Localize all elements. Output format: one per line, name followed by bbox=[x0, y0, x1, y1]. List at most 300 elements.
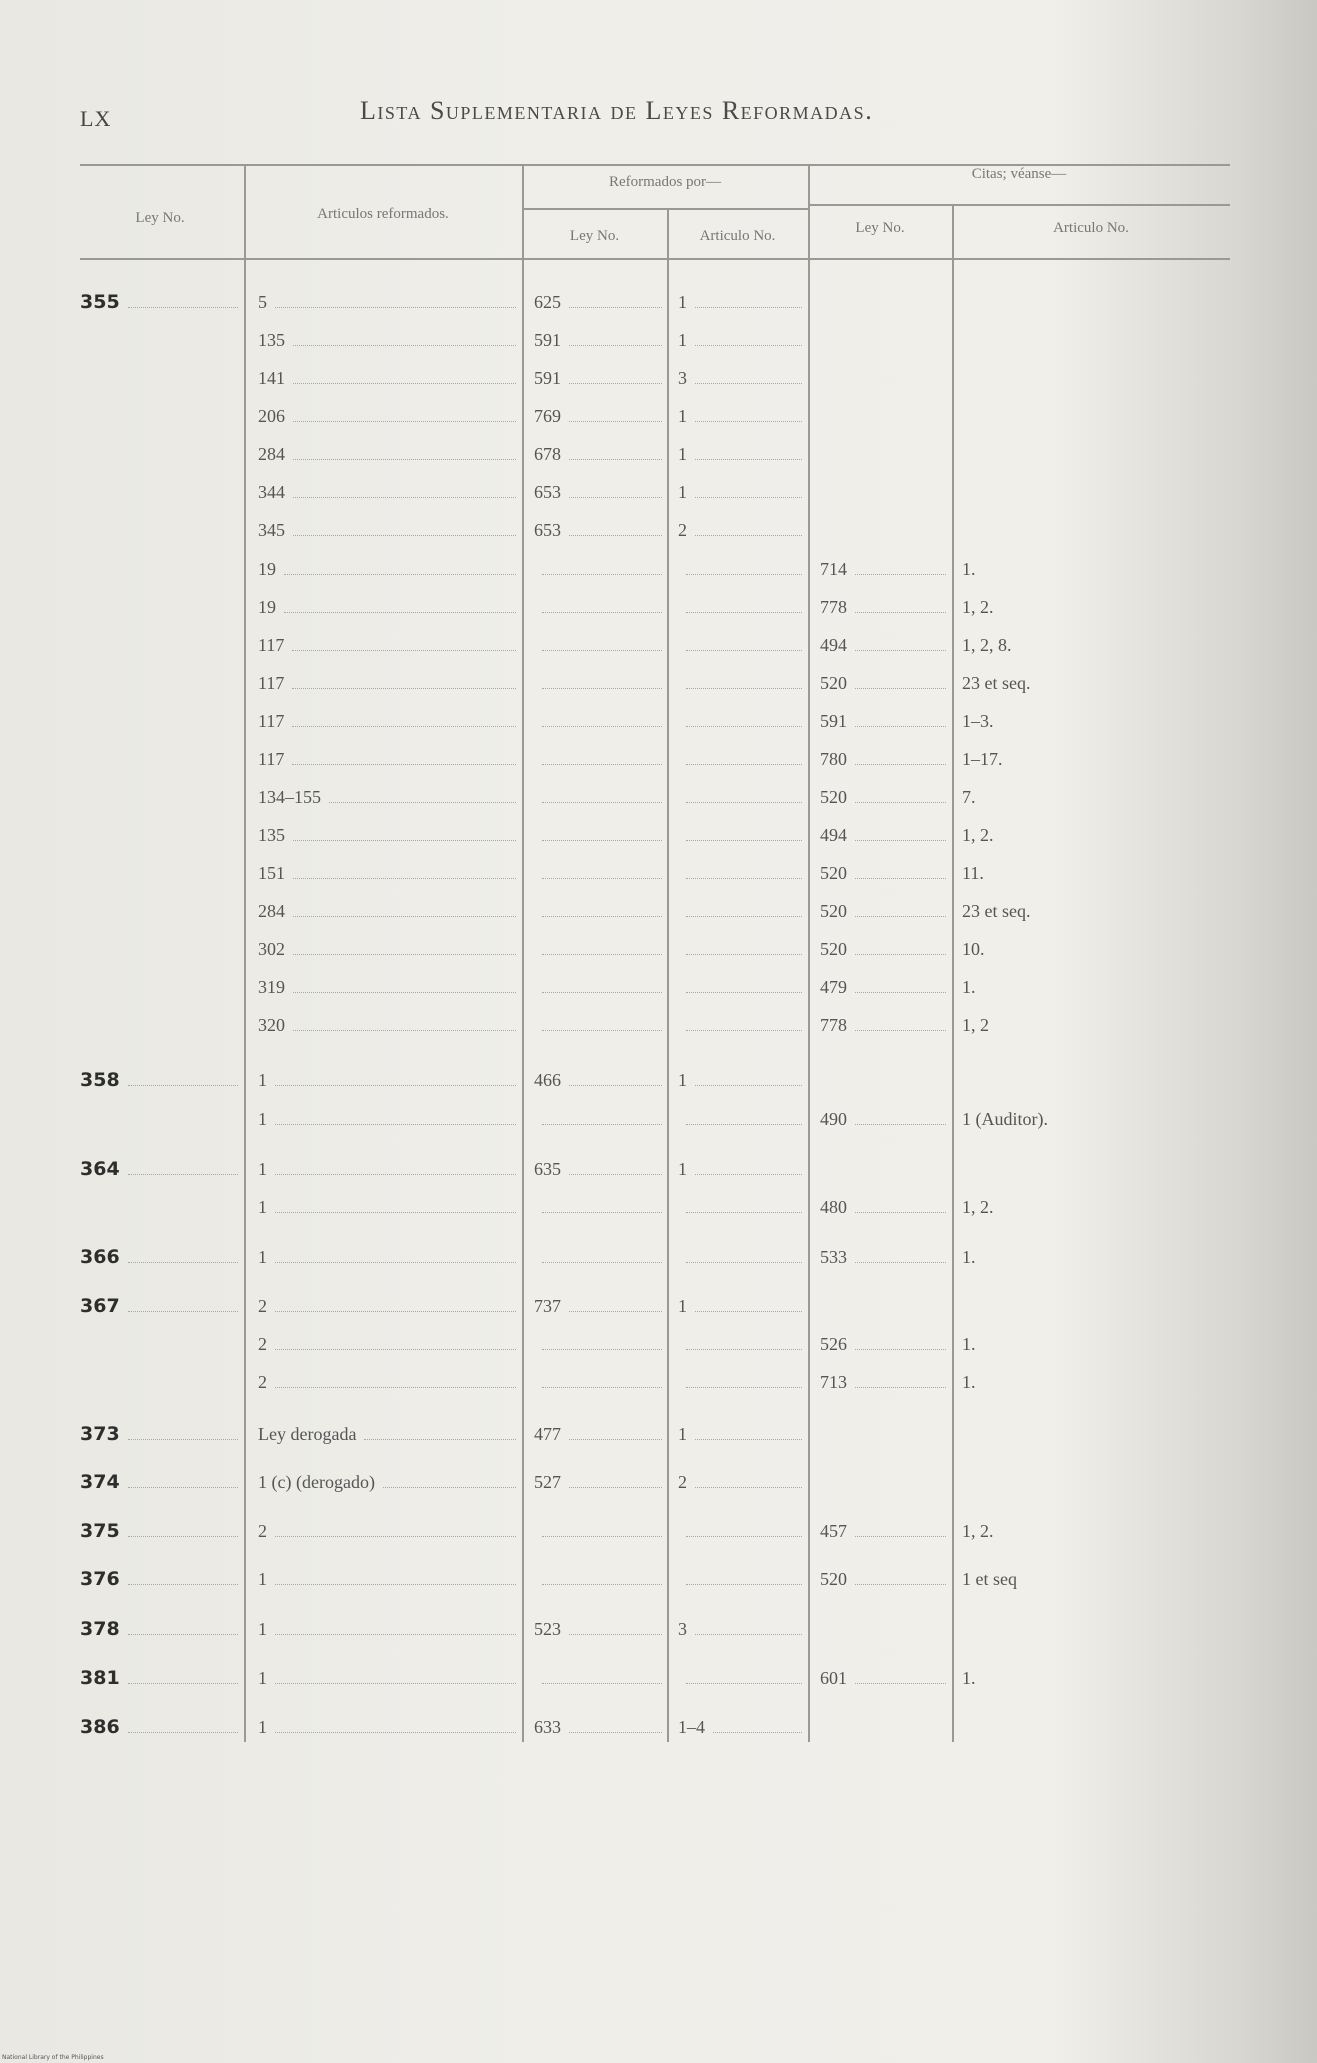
cell-text: 526 bbox=[820, 1333, 847, 1354]
cell-text: 625 bbox=[534, 291, 561, 312]
cell-art bbox=[258, 892, 520, 930]
dot-leader bbox=[695, 497, 802, 498]
cell-ley bbox=[80, 359, 242, 397]
cell-ref-art bbox=[678, 664, 806, 702]
dot-leader bbox=[686, 878, 802, 879]
cell-art bbox=[258, 626, 520, 664]
dot-leader bbox=[855, 1212, 946, 1213]
cell-text: 302 bbox=[258, 938, 285, 959]
table-row bbox=[0, 550, 1317, 588]
cell-ref-art bbox=[678, 816, 806, 854]
dot-leader bbox=[275, 307, 516, 308]
cell-art bbox=[258, 283, 520, 321]
cell-text: 591 bbox=[534, 329, 561, 350]
dot-leader bbox=[686, 764, 802, 765]
dot-leader bbox=[292, 650, 516, 651]
cell-text: 1 bbox=[678, 329, 687, 350]
cell-text: 533 bbox=[820, 1246, 847, 1267]
cell-ref-art bbox=[678, 588, 806, 626]
dot-leader bbox=[542, 878, 662, 879]
table-row bbox=[0, 435, 1317, 473]
dot-leader bbox=[542, 612, 662, 613]
cell-ley bbox=[80, 1238, 242, 1276]
dot-leader bbox=[128, 307, 238, 308]
cell-text: 633 bbox=[534, 1716, 561, 1737]
dot-leader bbox=[128, 1174, 238, 1175]
table-row bbox=[0, 1061, 1317, 1099]
dot-leader bbox=[542, 992, 662, 993]
cell-cit-art bbox=[962, 550, 1222, 588]
cell-ref-art bbox=[678, 1150, 806, 1188]
cell-text: 10. bbox=[962, 938, 985, 959]
table-row bbox=[0, 816, 1317, 854]
dot-leader bbox=[686, 1212, 802, 1213]
dot-leader bbox=[855, 574, 946, 575]
dot-leader bbox=[686, 992, 802, 993]
cell-cit-ley bbox=[820, 626, 950, 664]
header-cit-ley-no: Ley No. bbox=[855, 220, 905, 236]
cell-text: 344 bbox=[258, 481, 285, 502]
cell-art bbox=[258, 1325, 520, 1363]
dot-leader bbox=[275, 1124, 516, 1125]
cell-ref-art bbox=[678, 854, 806, 892]
cell-art bbox=[258, 321, 520, 359]
dot-leader bbox=[569, 1174, 662, 1175]
cell-cit-art bbox=[962, 1708, 1222, 1746]
cell-cit-ley bbox=[820, 1006, 950, 1044]
cell-cit-art bbox=[962, 1150, 1222, 1188]
cell-text: 1 bbox=[678, 291, 687, 312]
cell-text: 653 bbox=[534, 519, 561, 540]
cell-ref-ley bbox=[534, 1659, 666, 1697]
cell-cit-art bbox=[962, 664, 1222, 702]
cell-art bbox=[258, 1006, 520, 1044]
cell-ref-ley bbox=[534, 1287, 666, 1325]
cell-ref-art bbox=[678, 1659, 806, 1697]
cell-text: 1 bbox=[258, 1158, 267, 1179]
dot-leader bbox=[855, 840, 946, 841]
dot-leader bbox=[695, 1439, 802, 1440]
cell-ref-art bbox=[678, 1415, 806, 1453]
cell-ref-ley bbox=[534, 1415, 666, 1453]
cell-cit-ley bbox=[820, 473, 950, 511]
cell-ref-art bbox=[678, 321, 806, 359]
cell-ref-art bbox=[678, 1100, 806, 1138]
dot-leader bbox=[695, 1634, 802, 1635]
dot-leader bbox=[855, 1262, 946, 1263]
cell-text: 1, 2. bbox=[962, 596, 994, 617]
cell-text: 457 bbox=[820, 1520, 847, 1541]
cell-ref-art bbox=[678, 283, 806, 321]
dot-leader bbox=[542, 916, 662, 917]
dot-leader bbox=[569, 497, 662, 498]
cell-cit-art bbox=[962, 1100, 1222, 1138]
cell-text: 1 bbox=[258, 1618, 267, 1639]
subheader-rule-reformados bbox=[522, 208, 808, 210]
cell-cit-ley bbox=[820, 588, 950, 626]
cell-cit-art bbox=[962, 588, 1222, 626]
cell-ref-ley bbox=[534, 816, 666, 854]
cell-cit-art bbox=[962, 816, 1222, 854]
cell-ref-art bbox=[678, 968, 806, 1006]
dot-leader bbox=[293, 345, 516, 346]
cell-ref-ley bbox=[534, 283, 666, 321]
cell-ref-art bbox=[678, 1708, 806, 1746]
dot-leader bbox=[569, 307, 662, 308]
cell-text: 480 bbox=[820, 1196, 847, 1217]
cell-ley bbox=[80, 1188, 242, 1226]
cell-art bbox=[258, 740, 520, 778]
cell-text: 1. bbox=[962, 1333, 976, 1354]
table-row bbox=[0, 588, 1317, 626]
cell-ref-art bbox=[678, 435, 806, 473]
cell-art bbox=[258, 1287, 520, 1325]
cell-cit-ley bbox=[820, 1325, 950, 1363]
cell-art bbox=[258, 1512, 520, 1550]
cell-ref-art bbox=[678, 626, 806, 664]
table-row bbox=[0, 1512, 1317, 1550]
table-row bbox=[0, 1363, 1317, 1401]
dot-leader bbox=[855, 916, 946, 917]
cell-cit-art bbox=[962, 1188, 1222, 1226]
dot-leader bbox=[686, 1030, 802, 1031]
cell-art bbox=[258, 854, 520, 892]
dot-leader bbox=[569, 1487, 662, 1488]
cell-ref-ley bbox=[534, 550, 666, 588]
dot-leader bbox=[855, 612, 946, 613]
cell-ley bbox=[80, 930, 242, 968]
dot-leader bbox=[275, 1174, 516, 1175]
cell-cit-art bbox=[962, 1287, 1222, 1325]
cell-text: 23 et seq. bbox=[962, 900, 1031, 921]
cell-art bbox=[258, 930, 520, 968]
dot-leader bbox=[695, 307, 802, 308]
cell-text: 1. bbox=[962, 976, 976, 997]
dot-leader bbox=[292, 764, 516, 765]
dot-leader bbox=[855, 726, 946, 727]
dot-leader bbox=[686, 1536, 802, 1537]
dot-leader bbox=[542, 1349, 662, 1350]
table-row bbox=[0, 1659, 1317, 1697]
dot-leader bbox=[695, 383, 802, 384]
cell-text: 2 bbox=[258, 1333, 267, 1354]
dot-leader bbox=[542, 1124, 662, 1125]
dot-leader bbox=[569, 421, 662, 422]
cell-text: 1 bbox=[678, 443, 687, 464]
cell-cit-art bbox=[962, 321, 1222, 359]
header-citas-veanse: Citas; véanse— bbox=[971, 166, 1067, 182]
cell-cit-ley bbox=[820, 702, 950, 740]
cell-ref-ley bbox=[534, 1061, 666, 1099]
cell-ley bbox=[80, 702, 242, 740]
cell-ref-ley bbox=[534, 1463, 666, 1501]
cell-cit-ley bbox=[820, 359, 950, 397]
cell-art bbox=[258, 435, 520, 473]
dot-leader bbox=[275, 1732, 516, 1733]
dot-leader bbox=[542, 764, 662, 765]
cell-text: 1 bbox=[678, 1295, 687, 1316]
dot-leader bbox=[855, 688, 946, 689]
page-number: LX bbox=[80, 106, 112, 131]
cell-ref-art bbox=[678, 1188, 806, 1226]
cell-ref-ley bbox=[534, 702, 666, 740]
dot-leader bbox=[293, 421, 516, 422]
dot-leader bbox=[686, 612, 802, 613]
dot-leader bbox=[855, 650, 946, 651]
table-row bbox=[0, 1006, 1317, 1044]
cell-text: 5 bbox=[258, 291, 267, 312]
cell-text: 19 bbox=[258, 558, 276, 579]
table-row bbox=[0, 283, 1317, 321]
dot-leader bbox=[686, 916, 802, 917]
cell-ref-ley bbox=[534, 473, 666, 511]
cell-cit-art bbox=[962, 1325, 1222, 1363]
dot-leader bbox=[569, 1085, 662, 1086]
cell-text: 367 bbox=[80, 1295, 120, 1317]
dot-leader bbox=[855, 764, 946, 765]
cell-cit-ley bbox=[820, 1061, 950, 1099]
table-row bbox=[0, 1463, 1317, 1501]
cell-ley bbox=[80, 1287, 242, 1325]
cell-text: 1 bbox=[258, 1568, 267, 1589]
cell-art bbox=[258, 968, 520, 1006]
cell-text: 713 bbox=[820, 1371, 847, 1392]
dot-leader bbox=[542, 1212, 662, 1213]
cell-ref-art bbox=[678, 359, 806, 397]
cell-text: 520 bbox=[820, 862, 847, 883]
cell-text: 635 bbox=[534, 1158, 561, 1179]
cell-text: 1 bbox=[258, 1716, 267, 1737]
cell-text: 2 bbox=[258, 1295, 267, 1316]
dot-leader bbox=[855, 878, 946, 879]
cell-text: 376 bbox=[80, 1568, 120, 1590]
cell-art bbox=[258, 778, 520, 816]
dot-leader bbox=[542, 802, 662, 803]
cell-ley bbox=[80, 397, 242, 435]
dot-leader bbox=[275, 1536, 516, 1537]
cell-ref-art bbox=[678, 1061, 806, 1099]
cell-ref-ley bbox=[534, 626, 666, 664]
cell-text: 1–4 bbox=[678, 1716, 705, 1737]
cell-text: 769 bbox=[534, 405, 561, 426]
cell-text: 364 bbox=[80, 1158, 120, 1180]
table-row bbox=[0, 321, 1317, 359]
cell-ref-art bbox=[678, 1006, 806, 1044]
dot-leader bbox=[542, 1262, 662, 1263]
cell-art bbox=[258, 511, 520, 549]
cell-art bbox=[258, 1188, 520, 1226]
dot-leader bbox=[695, 345, 802, 346]
dot-leader bbox=[292, 688, 516, 689]
cell-text: 1 (Auditor). bbox=[962, 1108, 1048, 1129]
dot-leader bbox=[292, 726, 516, 727]
dot-leader bbox=[293, 916, 516, 917]
dot-leader bbox=[855, 1584, 946, 1585]
dot-leader bbox=[542, 1030, 662, 1031]
cell-cit-art bbox=[962, 511, 1222, 549]
cell-cit-ley bbox=[820, 854, 950, 892]
table-row bbox=[0, 1610, 1317, 1648]
subheader-rule-citas bbox=[808, 204, 1230, 206]
cell-art bbox=[258, 816, 520, 854]
cell-cit-ley bbox=[820, 816, 950, 854]
cell-cit-art bbox=[962, 1061, 1222, 1099]
cell-ley bbox=[80, 1610, 242, 1648]
cell-art bbox=[258, 1061, 520, 1099]
cell-ref-ley bbox=[534, 1363, 666, 1401]
cell-ley bbox=[80, 740, 242, 778]
dot-leader bbox=[128, 1262, 238, 1263]
cell-ley bbox=[80, 778, 242, 816]
cell-ref-art bbox=[678, 778, 806, 816]
cell-art bbox=[258, 397, 520, 435]
cell-text: 1 (c) (derogado) bbox=[258, 1471, 375, 1492]
cell-ref-art bbox=[678, 397, 806, 435]
cell-art bbox=[258, 1238, 520, 1276]
cell-ley bbox=[80, 511, 242, 549]
table-row bbox=[0, 511, 1317, 549]
cell-text: 319 bbox=[258, 976, 285, 997]
cell-ref-art bbox=[678, 473, 806, 511]
dot-leader bbox=[128, 1683, 238, 1684]
dot-leader bbox=[686, 688, 802, 689]
dot-leader bbox=[569, 535, 662, 536]
cell-text: 520 bbox=[820, 672, 847, 693]
cell-text: 2 bbox=[678, 519, 687, 540]
dot-leader bbox=[569, 1732, 662, 1733]
cell-ref-art bbox=[678, 1610, 806, 1648]
table-row bbox=[0, 930, 1317, 968]
cell-ley bbox=[80, 435, 242, 473]
dot-leader bbox=[293, 878, 516, 879]
table-row bbox=[0, 1238, 1317, 1276]
dot-leader bbox=[128, 1536, 238, 1537]
dot-leader bbox=[569, 459, 662, 460]
dot-leader bbox=[695, 1085, 802, 1086]
cell-ref-art bbox=[678, 1560, 806, 1598]
cell-cit-ley bbox=[820, 1363, 950, 1401]
table-row bbox=[0, 854, 1317, 892]
table-row bbox=[0, 778, 1317, 816]
cell-text: 1 bbox=[258, 1069, 267, 1090]
header-ref-ley-no: Ley No. bbox=[569, 228, 620, 244]
cell-ref-ley bbox=[534, 854, 666, 892]
cell-ref-ley bbox=[534, 1100, 666, 1138]
cell-text: 2 bbox=[678, 1471, 687, 1492]
cell-text: 141 bbox=[258, 367, 285, 388]
cell-ref-art bbox=[678, 1325, 806, 1363]
dot-leader bbox=[542, 1387, 662, 1388]
dot-leader bbox=[855, 1387, 946, 1388]
dot-leader bbox=[275, 1311, 516, 1312]
cell-ref-ley bbox=[534, 930, 666, 968]
table-row bbox=[0, 664, 1317, 702]
cell-text: 117 bbox=[258, 634, 285, 655]
cell-text: 11. bbox=[962, 862, 984, 883]
cell-text: 1 bbox=[678, 1069, 687, 1090]
cell-text: 520 bbox=[820, 1568, 847, 1589]
cell-ley bbox=[80, 1463, 242, 1501]
dot-leader bbox=[686, 1124, 802, 1125]
cell-text: 2 bbox=[258, 1371, 267, 1392]
cell-text: 591 bbox=[820, 710, 847, 731]
cell-cit-ley bbox=[820, 1610, 950, 1648]
cell-text: 1 bbox=[678, 1423, 687, 1444]
cell-art bbox=[258, 702, 520, 740]
cell-art bbox=[258, 550, 520, 588]
cell-ref-art bbox=[678, 1363, 806, 1401]
cell-text: 714 bbox=[820, 558, 847, 579]
cell-ley bbox=[80, 1363, 242, 1401]
cell-cit-ley bbox=[820, 1100, 950, 1138]
cell-ley bbox=[80, 854, 242, 892]
cell-ley bbox=[80, 1415, 242, 1453]
cell-cit-ley bbox=[820, 1415, 950, 1453]
table-row bbox=[0, 359, 1317, 397]
cell-cit-art bbox=[962, 359, 1222, 397]
dot-leader bbox=[542, 1536, 662, 1537]
dot-leader bbox=[695, 1174, 802, 1175]
header-reformados-por: Reformados por— bbox=[608, 174, 722, 190]
cell-text: 381 bbox=[80, 1667, 120, 1689]
dot-leader bbox=[275, 1349, 516, 1350]
dot-leader bbox=[275, 1683, 516, 1684]
cell-cit-ley bbox=[820, 1188, 950, 1226]
cell-cit-art bbox=[962, 930, 1222, 968]
cell-text: 1 bbox=[678, 481, 687, 502]
dot-leader bbox=[695, 421, 802, 422]
cell-ref-art bbox=[678, 550, 806, 588]
table-row bbox=[0, 1325, 1317, 1363]
cell-text: 466 bbox=[534, 1069, 561, 1090]
table-row bbox=[0, 702, 1317, 740]
dot-leader bbox=[128, 1487, 238, 1488]
table-row bbox=[0, 1415, 1317, 1453]
cell-cit-art bbox=[962, 1610, 1222, 1648]
cell-ref-ley bbox=[534, 664, 666, 702]
cell-ley bbox=[80, 588, 242, 626]
cell-text: 1. bbox=[962, 558, 976, 579]
cell-art bbox=[258, 1100, 520, 1138]
cell-text: 7. bbox=[962, 786, 976, 807]
cell-ley bbox=[80, 1512, 242, 1550]
table-row bbox=[0, 1100, 1317, 1138]
cell-cit-ley bbox=[820, 1287, 950, 1325]
cell-ref-ley bbox=[534, 1188, 666, 1226]
cell-ley bbox=[80, 1061, 242, 1099]
dot-leader bbox=[855, 802, 946, 803]
cell-cit-ley bbox=[820, 1238, 950, 1276]
cell-text: 1 bbox=[258, 1108, 267, 1129]
cell-cit-ley bbox=[820, 740, 950, 778]
cell-art bbox=[258, 473, 520, 511]
cell-cit-art bbox=[962, 1006, 1222, 1044]
cell-text: 494 bbox=[820, 824, 847, 845]
dot-leader bbox=[293, 497, 516, 498]
dot-leader bbox=[128, 1085, 238, 1086]
cell-cit-ley bbox=[820, 968, 950, 1006]
cell-text: 1, 2. bbox=[962, 1520, 994, 1541]
dot-leader bbox=[275, 1387, 516, 1388]
cell-text: 2 bbox=[258, 1520, 267, 1541]
table-row bbox=[0, 892, 1317, 930]
cell-text: 527 bbox=[534, 1471, 561, 1492]
cell-ref-art bbox=[678, 1512, 806, 1550]
cell-cit-art bbox=[962, 283, 1222, 321]
table-row bbox=[0, 1560, 1317, 1598]
dot-leader bbox=[383, 1487, 516, 1488]
cell-ref-ley bbox=[534, 359, 666, 397]
